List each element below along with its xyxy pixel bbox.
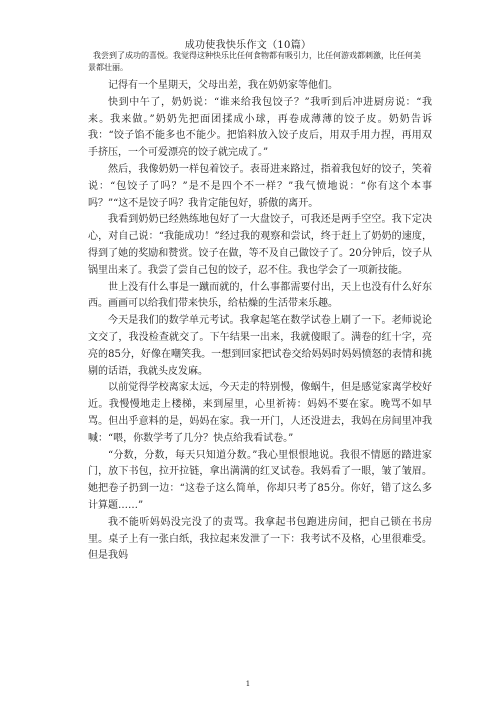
paragraph: 以前觉得学校离家太远，今天走的特别慢，像蜗牛，但是感觉家离学校好近。我慢慢地走上楼梯，来到屋里，心里祈祷：妈妈不要在家。晚骂不如早骂。但出乎意料的是，妈妈在家。我一开门，人还没进去，我妈在房间里冲我喊：“喂，你数学考了几分？快点给我看试卷。” <box>88 382 432 444</box>
document-body <box>88 78 432 565</box>
paragraph: 我不能听妈妈没完没了的责骂。我拿起书包跑进房间，把自己锁在书房里。桌子上有一张白纸，我拉起来发泄了一下：我考试不及格，心里很难受。但是我妈 <box>88 516 432 562</box>
document-title: 成功使我快乐作文（10篇） <box>184 40 312 51</box>
paragraph: 今天是我们的数学单元考试。我拿起笔在数学试卷上刷了一下。老师说论文交了，我没检查就交了。下午结果一出来，我就傻眼了。满卷的红十字，亮亮的85分，好像在嘲笑我。一想到回家把试卷交给妈妈时妈妈愤怒的表情和挑剔的话语，我就头皮发麻。 <box>88 315 432 377</box>
paragraph: 我看到奶奶已经熟练地包好了一大盘饺子，可我还是两手空空。我下定决心，对自己说：“我能成功！”经过我的观察和尝试，终于赶上了奶奶的速度，得到了她的奖励和赞赏。饺子在做，等不及自己做饺子了。20分钟后，饺子从锅里出来了。我尝了尝自己包的饺子，忍不住。我也学会了一项新技能。 <box>88 214 432 276</box>
paragraph: 记得有一个星期天，父母出差，我在奶奶家等他们。 <box>108 80 338 91</box>
paragraph: 然后，我像奶奶一样包着饺子。表哥进来路过，指着我包好的饺子，笑着说：“包饺子了吗？”是不是四个不一样？”我气愤地说：“你有这个本事吗？”“这不是饺子吗？我肯定能包好，骄傲的离开。 <box>88 163 432 209</box>
paragraph: 快到中午了，奶奶说：“谁来给我包饺子？”我听到后冲进厨房说：“我来。我来做。”奶奶先把面团揉成小球，再卷成薄薄的饺子皮。奶奶告诉我：“饺子馅不能多也不能少。把馅料放入饺子皮后，用双手用力捏，再用双手挤压，一个可爱漂亮的饺子就完成了。” <box>88 96 432 159</box>
document-intro: 我尝到了成功的喜悦。我觉得这种快乐比任何食物都有吸引力，比任何游戏都刺激，比任何美景都壮丽。 <box>88 51 421 72</box>
page-number: 1 <box>245 680 251 688</box>
paragraph: 世上没有什么事是一蹴而就的，什么事都需要付出，天上也没有什么好东西。画画可以给我们带来快乐，给枯燥的生活带来乐趣。 <box>88 281 432 310</box>
paragraph: “分数，分数，每天只知道分数。”我心里恨恨地说。我很不情愿的踏进家门，放下书包，拉开拉链，拿出满满的红叉试卷。我妈看了一眼，皱了皱眉。她把卷子扔到一边：“这卷子这么简单，你却只考了85分。你好，错了这么多计算题……” <box>88 449 432 511</box>
